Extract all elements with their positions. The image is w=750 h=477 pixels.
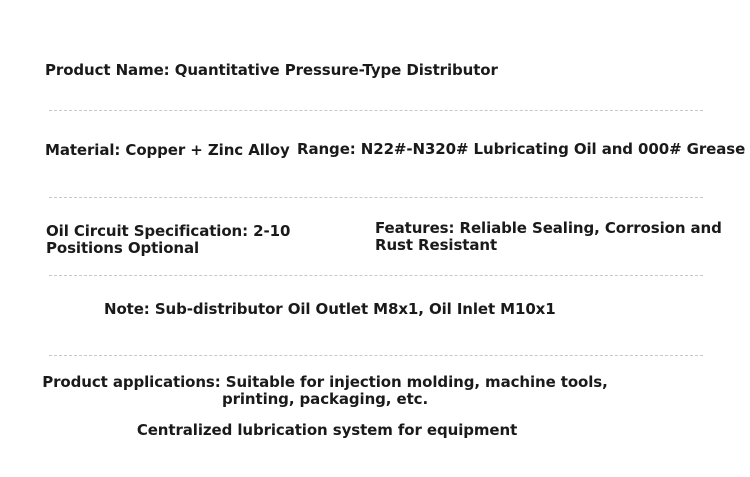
- oil-circuit-text-line2: Positions Optional: [46, 239, 200, 257]
- divider: [49, 275, 703, 276]
- range-text: Range: N22#-N320# Lubricating Oil and 000# Grease: [297, 140, 746, 158]
- divider: [49, 355, 703, 356]
- product-name-text: Product Name: Quantitative Pressure-Type Distributor: [45, 61, 498, 79]
- note-text: Note: Sub-distributor Oil Outlet M8x1, Oil Inlet M10x1: [104, 300, 556, 318]
- material-text: Material: Copper + Zinc Alloy: [45, 141, 290, 159]
- oil-circuit-text-line1: Oil Circuit Specification: 2-10: [46, 222, 291, 240]
- divider: [49, 110, 703, 111]
- divider: [49, 197, 703, 198]
- features-text-line1: Features: Reliable Sealing, Corrosion and: [375, 219, 722, 237]
- features-text-line2: Rust Resistant: [375, 236, 498, 254]
- applications-text-line2: printing, packaging, etc.: [221, 390, 429, 408]
- centralized-lubrication-text: Centralized lubrication system for equipment: [136, 421, 518, 439]
- applications-text-line1: Product applications: Suitable for injection molding, machine tools,: [42, 373, 608, 391]
